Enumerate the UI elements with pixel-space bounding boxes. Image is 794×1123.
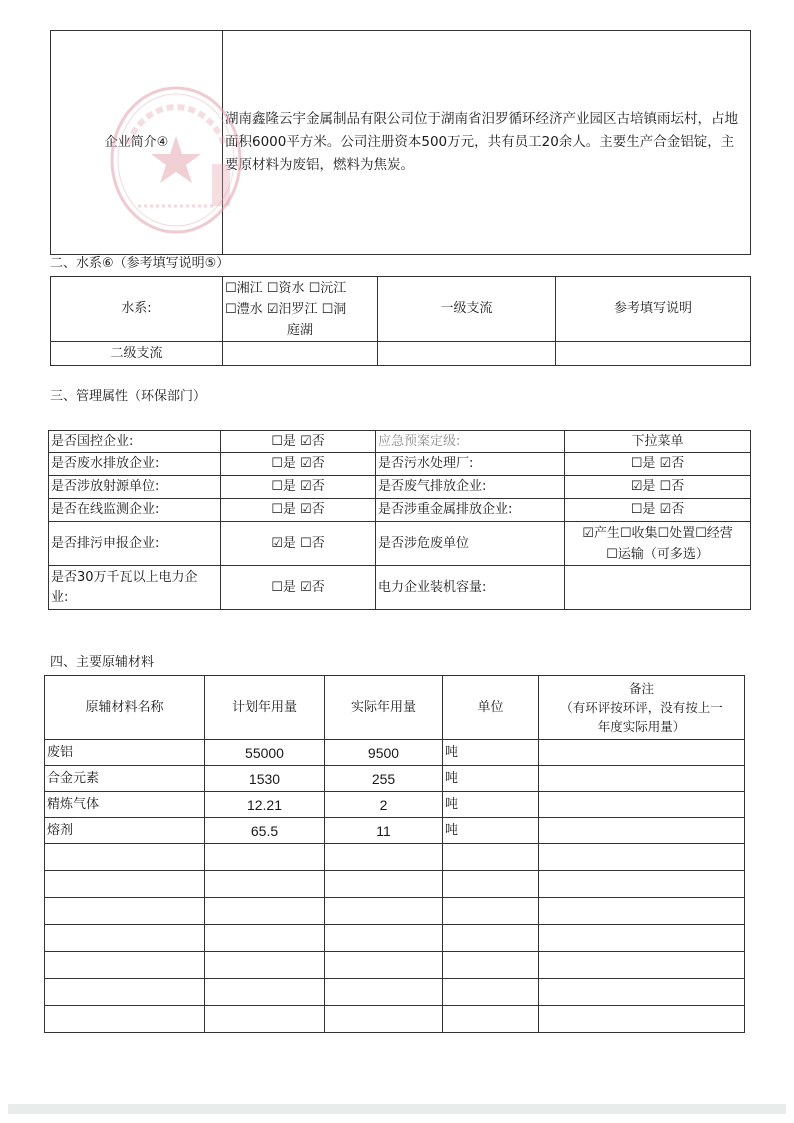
materials-section-title: 四、主要原辅材料: [50, 655, 155, 670]
heavy-metal-label: 是否涉重金属排放企业:: [376, 499, 565, 522]
table-row: [45, 792, 745, 818]
material-planned: 55000: [205, 740, 325, 766]
heavy-metal-value[interactable]: ☐是 ☑否: [565, 499, 751, 522]
col-header-note-line2: （有环评按环评，没有按上一: [560, 700, 723, 715]
water-options-line2: ☐澧水 ☑汨罗江 ☐洞: [225, 301, 347, 317]
material-planned: 65.5: [205, 818, 325, 844]
col-header-planned: 计划年用量: [205, 676, 325, 740]
material-actual: 9500: [325, 740, 443, 766]
online-monitoring-label: 是否在线监测企业:: [49, 499, 221, 522]
material-actual: 11: [325, 818, 443, 844]
material-name: 精炼气体: [45, 792, 205, 818]
material-name: 熔剂: [45, 818, 205, 844]
radiation-label: 是否涉放射源单位:: [49, 476, 221, 499]
sewage-plant-label: 是否污水处理厂:: [376, 453, 565, 476]
table-row: [45, 766, 745, 792]
power-capacity-label: 电力企业装机容量:: [376, 566, 565, 610]
water-options-line3: 庭湖: [286, 322, 313, 338]
pollution-declaration-value[interactable]: ☑是 ☐否: [221, 522, 376, 566]
water-table: [50, 276, 751, 366]
water-primary-branch-header: 一级支流: [378, 277, 556, 342]
power-enterprise-label-line1: 是否30万千瓦以上电力企: [51, 569, 198, 585]
waste-gas-label: 是否废气排放企业:: [376, 476, 565, 499]
table-row-empty: [45, 1006, 745, 1033]
pollution-declaration-label: 是否排污申报企业:: [49, 522, 221, 566]
water-section-title: 二、水系⑥（参考填写说明⑤）: [50, 256, 230, 271]
online-monitoring-value[interactable]: ☐是 ☑否: [221, 499, 376, 522]
table-row-empty: [45, 898, 745, 925]
waste-gas-value[interactable]: ☑是 ☐否: [565, 476, 751, 499]
scan-bottom-edge: [8, 1104, 786, 1114]
col-header-note-line3: 年度实际用量）: [597, 719, 686, 734]
hazardous-waste-label: 是否涉危废单位: [376, 522, 565, 566]
table-row-empty: [45, 844, 745, 871]
water-reference-header: 参考填写说明: [556, 277, 751, 342]
material-name: 合金元素: [45, 766, 205, 792]
material-actual: 255: [325, 766, 443, 792]
material-unit: 吨: [443, 792, 539, 818]
management-section-title: 三、管理属性（环保部门）: [50, 389, 207, 404]
material-planned: 1530: [205, 766, 325, 792]
col-header-name: 原辅材料名称: [45, 676, 205, 740]
col-header-unit: 单位: [443, 676, 539, 740]
table-row-empty: [45, 979, 745, 1006]
company-seal-stamp: [108, 84, 244, 236]
hazardous-waste-options-line2[interactable]: ☐运输（可多选）: [606, 546, 709, 562]
table-row: [45, 740, 745, 766]
material-unit: 吨: [443, 766, 539, 792]
material-note: [539, 818, 745, 844]
power-capacity-value[interactable]: [565, 566, 751, 610]
material-note: [539, 766, 745, 792]
material-actual: 2: [325, 792, 443, 818]
hazardous-waste-options-line1[interactable]: ☑产生☐收集☐处置☐经营: [582, 525, 733, 541]
water-secondary-branch-label: 二级支流: [51, 342, 223, 366]
table-row-empty: [45, 925, 745, 952]
material-name: 废铝: [45, 740, 205, 766]
material-unit: 吨: [443, 818, 539, 844]
water-label: 水系:: [51, 277, 223, 342]
table-row-empty: [45, 952, 745, 979]
sewage-plant-value[interactable]: ☐是 ☑否: [565, 453, 751, 476]
material-note: [539, 792, 745, 818]
management-table: [48, 430, 751, 610]
material-note: [539, 740, 745, 766]
state-controlled-label: 是否国控企业:: [49, 431, 221, 453]
emergency-plan-label: 应急预案定级:: [376, 431, 565, 453]
col-header-actual: 实际年用量: [325, 676, 443, 740]
material-unit: 吨: [443, 740, 539, 766]
table-row: [45, 818, 745, 844]
company-intro-text: 湖南鑫隆云宇金属制品有限公司位于湖南省汨罗循环经济产业园区古培镇雨坛村，占地面积6000平方米。公司注册资本500万元，共有员工20余人。主要生产合金铝锭，主要原材料为废铝，燃料为焦炭。: [223, 31, 751, 255]
power-enterprise-value[interactable]: ☐是 ☑否: [221, 566, 376, 610]
radiation-value[interactable]: ☐是 ☑否: [221, 476, 376, 499]
state-controlled-value[interactable]: ☐是 ☑否: [221, 431, 376, 453]
company-label: 企业简介④: [51, 31, 223, 255]
materials-table: [44, 675, 745, 1033]
water-options-line1: ☐湘江 ☐资水 ☐沅江: [225, 280, 347, 296]
wastewater-value[interactable]: ☐是 ☑否: [221, 453, 376, 476]
wastewater-label: 是否废水排放企业:: [49, 453, 221, 476]
power-enterprise-label-line2: 业:: [51, 589, 69, 605]
material-planned: 12.21: [205, 792, 325, 818]
table-row-empty: [45, 871, 745, 898]
emergency-plan-dropdown[interactable]: 下拉菜单: [565, 431, 751, 453]
col-header-note: 备注: [628, 681, 654, 696]
